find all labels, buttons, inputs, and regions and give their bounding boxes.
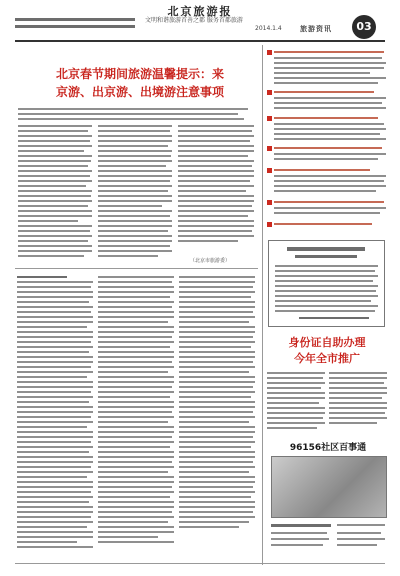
masthead-contact-line [15,25,135,28]
id-card-headline-line1: 身份证自助办理 [288,336,366,349]
news-list [267,50,387,235]
main-article [18,45,256,265]
page-number-badge [352,15,376,39]
bottom-column-2 [98,276,174,546]
id-card-headline-line2: 今年全市推广 [294,352,360,365]
masthead-contact-line [15,18,135,21]
header-rule [15,40,385,42]
masthead-title: 北京旅游报 [167,5,233,18]
article-headline-line1: 北京春节期间旅游温馨提示：来 [55,67,224,81]
article-attribution: （北京市旅游委） [190,258,231,264]
community-service-ad [267,440,389,562]
article-column-1 [18,125,92,260]
masthead [0,0,400,40]
notice-box [268,240,385,327]
footer-rule [15,563,385,564]
bottom-section-rule [15,268,258,269]
article-headline-line2: 京游、出京游、出境游注意事项 [55,85,224,99]
ad-headline: 96156社区百事通 [289,443,367,453]
article-headline [30,65,250,101]
masthead-date: 2014.1.4 [255,25,282,32]
ad-photo [271,456,387,518]
article-column-3 [178,125,254,245]
masthead-subtitle: 文明和谐旅游首善之都 服务首都旅游 [145,17,243,24]
article-column-2 [98,125,172,260]
section-label: 旅游资讯 [300,25,332,33]
bottom-column-3 [179,276,255,531]
page-number: 03 [356,20,372,33]
column-divider [262,45,263,565]
article-intro [18,108,248,123]
bottom-column-1 [17,276,93,551]
